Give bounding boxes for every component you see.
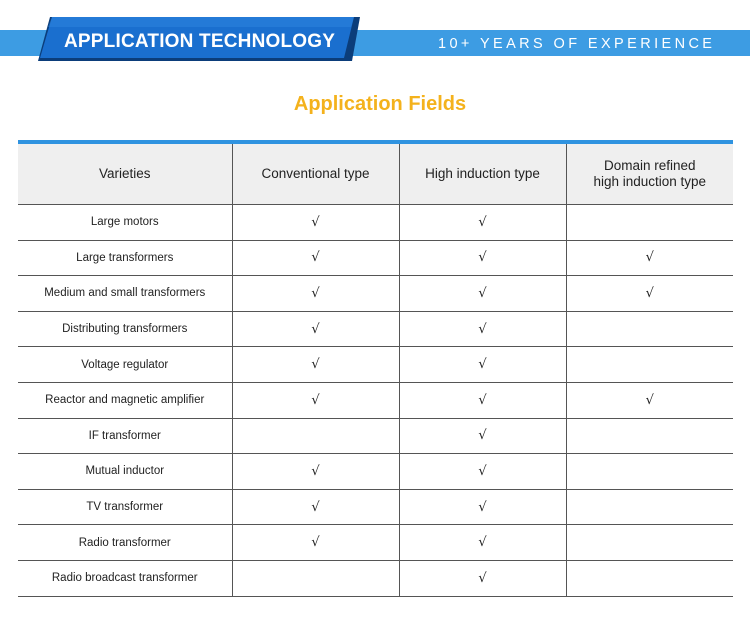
domain-refined-cell: √	[566, 276, 733, 312]
high-induction-cell: √	[399, 454, 566, 490]
header-domain-refined: Domain refined high induction type	[566, 144, 733, 205]
conventional-cell: √	[232, 489, 399, 525]
section-title: Application Fields	[293, 93, 467, 115]
high-induction-cell: √	[399, 418, 566, 454]
table-row	[18, 489, 733, 525]
high-induction-cell: √	[399, 205, 566, 241]
variety-cell: TV transformer	[18, 489, 232, 525]
table-row	[18, 382, 733, 418]
high-induction-cell: √	[399, 240, 566, 276]
variety-cell: Medium and small transformers	[18, 276, 232, 312]
variety-cell: Radio transformer	[18, 525, 232, 561]
domain-refined-cell: √	[566, 240, 733, 276]
high-induction-cell: √	[399, 347, 566, 383]
table-row	[18, 454, 733, 490]
table-row	[18, 525, 733, 561]
domain-refined-cell	[566, 489, 733, 525]
conventional-cell: √	[232, 240, 399, 276]
high-induction-cell: √	[399, 525, 566, 561]
domain-refined-cell	[566, 205, 733, 241]
conventional-cell	[232, 560, 399, 596]
conventional-cell: √	[232, 276, 399, 312]
domain-refined-cell	[566, 454, 733, 490]
header-conventional: Conventional type	[232, 144, 399, 205]
conventional-cell: √	[232, 311, 399, 347]
banner-title: APPLICATION TECHNOLOGY	[64, 31, 336, 52]
domain-refined-cell	[566, 525, 733, 561]
table-row	[18, 347, 733, 383]
variety-cell: Reactor and magnetic amplifier	[18, 382, 232, 418]
table-row	[18, 560, 733, 596]
high-induction-cell: √	[399, 311, 566, 347]
variety-cell: Large motors	[18, 205, 232, 241]
conventional-cell: √	[232, 347, 399, 383]
domain-refined-cell: √	[566, 382, 733, 418]
variety-cell: Mutual inductor	[18, 454, 232, 490]
conventional-cell	[232, 418, 399, 454]
table-header-row	[18, 144, 733, 205]
conventional-cell: √	[232, 525, 399, 561]
table-row	[18, 205, 733, 241]
high-induction-cell: √	[399, 382, 566, 418]
domain-refined-cell	[566, 560, 733, 596]
banner-subtitle: 10+ YEARS OF EXPERIENCE	[438, 36, 716, 52]
high-induction-cell: √	[399, 489, 566, 525]
header-varieties: Varieties	[18, 144, 232, 205]
domain-refined-cell	[566, 347, 733, 383]
domain-refined-cell	[566, 311, 733, 347]
header-high-induction: High induction type	[399, 144, 566, 205]
application-table	[18, 144, 733, 597]
conventional-cell: √	[232, 454, 399, 490]
table-row	[18, 240, 733, 276]
table-row	[18, 418, 733, 454]
high-induction-cell: √	[399, 276, 566, 312]
table-row	[18, 276, 733, 312]
variety-cell: IF transformer	[18, 418, 232, 454]
high-induction-cell: √	[399, 560, 566, 596]
variety-cell: Distributing transformers	[18, 311, 232, 347]
conventional-cell: √	[232, 205, 399, 241]
variety-cell: Large transformers	[18, 240, 232, 276]
table-row	[18, 311, 733, 347]
domain-refined-cell	[566, 418, 733, 454]
conventional-cell: √	[232, 382, 399, 418]
variety-cell: Voltage regulator	[18, 347, 232, 383]
variety-cell: Radio broadcast transformer	[18, 560, 232, 596]
